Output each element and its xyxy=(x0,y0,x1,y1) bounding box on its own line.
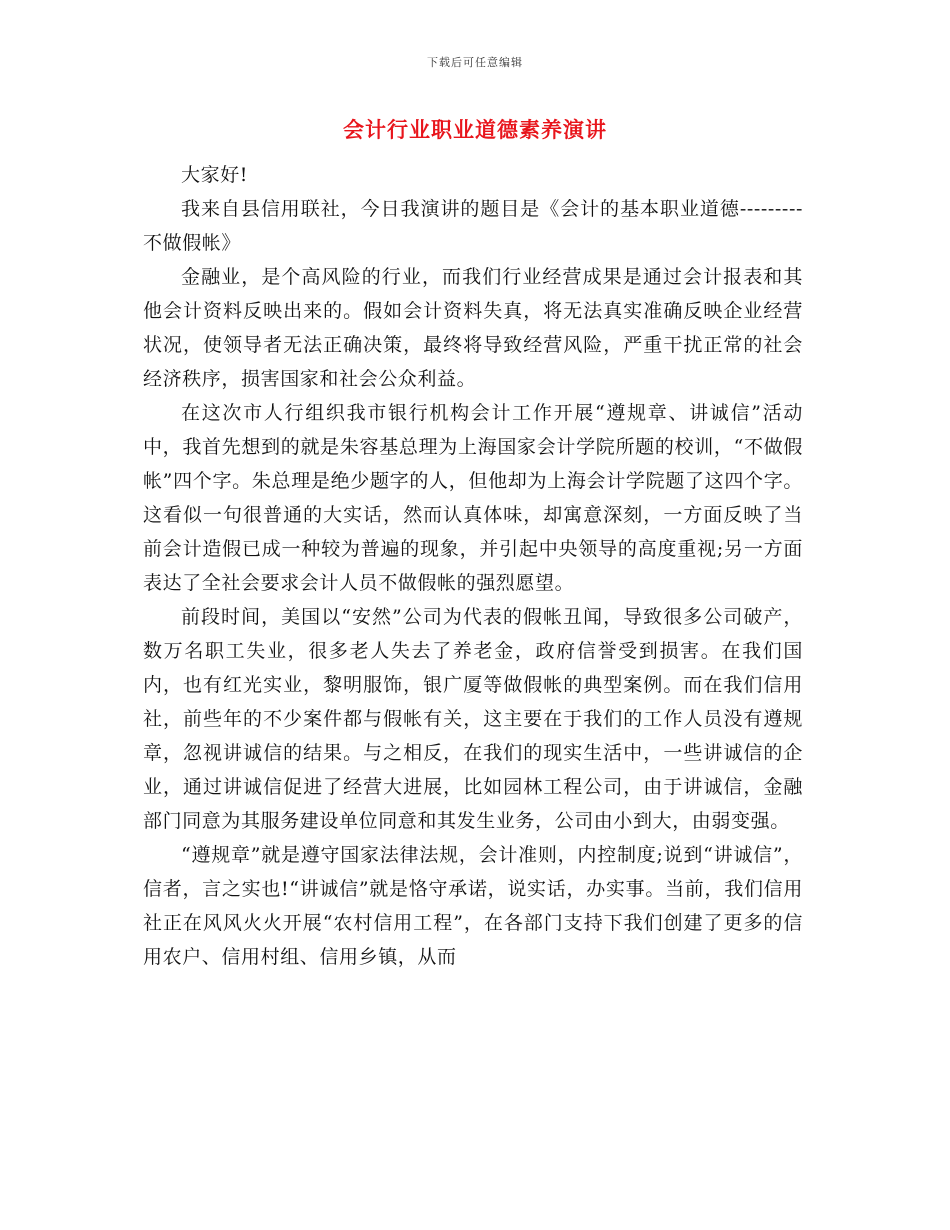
page-header-note: 下载后可任意编辑 xyxy=(427,56,523,69)
paragraph-finance-risk: 金融业，是个高风险的行业，而我们行业经营成果是通过会计报表和其他会计资料反映出来的。假如会计资料失真，将无法真实准确反映企业经营状况，使领导者无法正确决策，最终将导致经营风险，严重干扰正常的社会经济秩序，损害国家和社会公众利益。 xyxy=(143,266,803,390)
paragraph-integrity: “遵规章”就是遵守国家法律法规，会计准则，内控制度;说到“讲诚信”，信者，言之实也!“讲诚信”就是恪守承诺，说实话，办实事。当前，我们信用社正在风风火火开展“农村信用工程”，在各部门支持下我们创建了更多的信用农户、信用村组、信用乡镇，从而 xyxy=(143,844,803,968)
paragraph-cases: 前段时间，美国以“安然”公司为代表的假帐丑闻，导致很多公司破产，数万名职工失业，很多老人失去了养老金，政府信誉受到损害。在我们国内，也有红光实业，黎明服饰，银广厦等做假帐的典型案例。而在我们信用社，前些年的不少案件都与假帐有关，这主要在于我们的工作人员没有遵规章，忽视讲诚信的结果。与之相反，在我们的现实生活中，一些讲诚信的企业，通过讲诚信促进了经营大进展，比如园林工程公司，由于讲诚信，金融部门同意为其服务建设单位同意和其发生业务，公司由小到大，由弱变强。 xyxy=(143,606,803,832)
document-body xyxy=(143,158,803,974)
paragraph-introduction: 我来自县信用联社，今日我演讲的题目是《会计的基本职业道德---------不做假帐》 xyxy=(143,198,803,254)
document-title: 会计行业职业道德素养演讲 xyxy=(343,117,607,142)
paragraph-motto: 在这次市人行组织我市银行机构会计工作开展“遵规章、讲诚信”活动中，我首先想到的就是朱容基总理为上海国家会计学院所题的校训，“不做假帐”四个字。朱总理是绝少题字的人，但他却为上海会计学院题了这四个字。这看似一句很普通的大实话，然而认真体味，却寓意深刻，一方面反映了当前会计造假已成一种较为普遍的现象，并引起中央领导的高度重视;另一方面表达了全社会要求会计人员不做假帐的强烈愿望。 xyxy=(143,402,803,594)
paragraph-greeting: 大家好! xyxy=(181,164,249,186)
